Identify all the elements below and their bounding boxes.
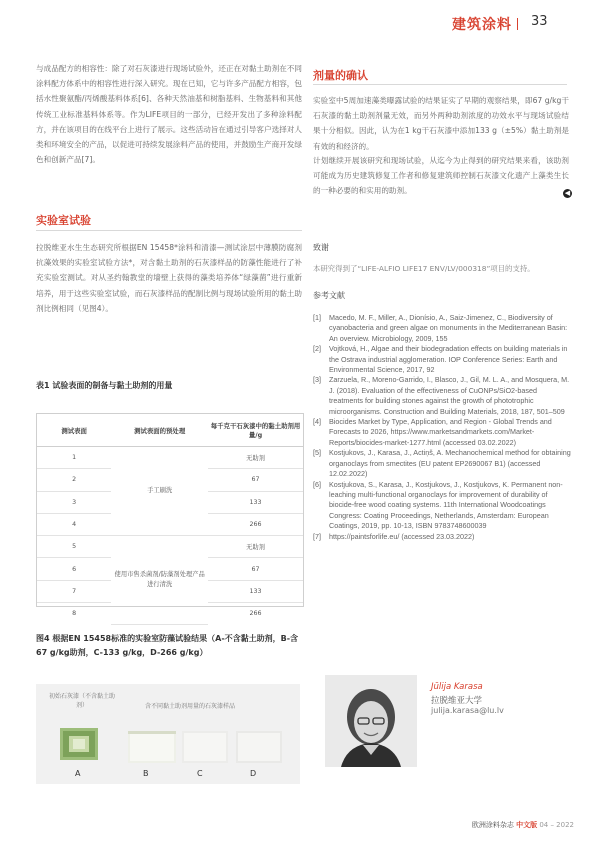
- reference-number: [6]: [313, 479, 321, 489]
- table-cell-dose: 67: [208, 558, 303, 580]
- reference-item: [313, 448, 571, 479]
- intro-paragraph: 与成品配方的相容性：除了对石灰漆进行现场试验外，还正在对黏土助剂在不同涂料配方体系中的相容性进行深入研究。现在已知，它与许多产品配方相容，包括水性聚氨酯/丙烯酸基料体系[6]、各种天然油基和树脂基料、生物基料和其他传统工业标准基料体系等。作为LIFE项目的一部分，已经开发出了多种涂料配方，并在该项目的在线平台上进行了展示。这些活动旨在通过引导客户选择对人类和环境安全的产品，以促进可持续发展涂料产品的使用，并鼓励生产商开发绿色和创新产品[7]。: [36, 64, 302, 165]
- sample-label-c: C: [197, 769, 203, 778]
- table-cell-dose: 67: [208, 469, 303, 491]
- table-cell-dose: 266: [249, 610, 262, 618]
- reference-text: Kostjukovs, J., Karasa, J., Actiņš, A. Mechanochemical method for obtaining organoclays from smectites (EU patent EP2690067 B1) (accessed 12.02.2022): [329, 448, 571, 479]
- table-title: 表1 试验表面的制备与黏土助剂的用量: [36, 381, 173, 390]
- table-row: [37, 536, 303, 558]
- table-cell-surface: 1: [37, 447, 111, 469]
- reference-item: [313, 532, 571, 542]
- table-header-dose: 每千克干石灰漆中的黏土助剂用量/g: [208, 414, 303, 447]
- table-cell-pretreatment: 使用市售杀菌剂/防藻剂处理产品进行清洗: [111, 536, 208, 625]
- author-name: Jūlija Karasa: [431, 682, 483, 692]
- table-cell-pretreatment: 手工刷洗: [111, 447, 208, 536]
- table-cell-surface: 2: [37, 469, 111, 491]
- table-cell-dose: 无助剂: [208, 536, 303, 558]
- section-divider: [313, 84, 567, 85]
- reference-text: Vojtková, H., Algae and their biodegradation effects on building materials in the Ostrava industrial agglomeration. IOP Conference Series: Earth and Environmental Science, 2017, 92: [329, 344, 568, 375]
- table-cell-surface: 4: [37, 513, 111, 535]
- sample-label-b: B: [143, 769, 149, 778]
- table-cell-dose: 无助剂: [208, 447, 303, 469]
- table-header-surface: 测试表面: [37, 414, 111, 447]
- author-affiliation: 拉脱维亚大学: [431, 696, 483, 706]
- sample-label-a: A: [75, 769, 81, 778]
- sample-a-image: [60, 728, 98, 760]
- acknowledgement-heading: 致谢: [313, 243, 329, 252]
- reference-text: Kostjukova, S., Karasa, J., Kostjukovs, J., Kostjukovs, K. Permanent non-leaching multi-functional organoclays for improvement of durability of biocide-free wood coating systems. 11th International Woodcoatings Congress: Coating Proceedings, Netherlands, Amsterdam: European Coatings, 2019, pp. 10-13, ISBN 9783748600039: [329, 479, 563, 531]
- page-number: 33: [531, 14, 548, 29]
- table-header-pretreatment: 测试表面的预处理: [111, 414, 208, 447]
- figure-caption: 图4 根据EN 15458标准的实验室防藻试验结果（A-不含黏土助剂，B-含67 g/kg助剂，C-133 g/kg，D-266 g/kg）: [36, 634, 299, 657]
- reference-number: [5]: [313, 448, 321, 458]
- reference-text: Zarzuela, R., Moreno-Garrido, I., Blasco, J., Gil, M. L. A., and Mosquera, M. J. (2018). Evaluation of the effectiveness of CuONPs/SiO2-based treatments for building stones against the growth of phototrophic microorganisms. Construction and Building Materials, 2018, 187, 501–509: [329, 375, 570, 416]
- acknowledgement-text: 本研究得到了“LIFE-ALFIO LIFE17 ENV/LV/000318”项目的支持。: [313, 264, 535, 273]
- footer: [472, 820, 574, 830]
- lab-section-title: 实验室试验: [36, 214, 91, 227]
- reference-number: [2]: [313, 344, 321, 354]
- sample-label-d: D: [250, 769, 257, 778]
- reference-number: [7]: [313, 531, 321, 541]
- table-cell-surface: 6: [37, 558, 111, 580]
- figure-initial-label: 初始石灰漆（不含黏土助剂）: [48, 693, 115, 709]
- sample-b-image: [128, 731, 176, 763]
- reference-text: Biocides Market by Type, Application, and Region - Global Trends and Forecasts to 2026, https://www.marketsandmarkets.com/Market-Reports/biocides-market-1277.html (accessed 03.02.2022): [329, 417, 552, 447]
- dose-paragraph-2: 计划继续开展该研究和现场试验，从迄今为止得到的研究结果来看，该助剂可能成为历史建筑修复工作者和修复建筑师控制石灰漆文化遗产上藻类生长的一种必要的和实用的助剂。: [313, 156, 569, 196]
- author-email-link[interactable]: julija.karasa@lu.lv: [431, 706, 504, 715]
- figure-samples-label: 含不同黏土助剂用量的石灰漆样品: [145, 703, 236, 710]
- reference-item: [313, 417, 571, 448]
- table-cell-dose: 266: [208, 513, 303, 535]
- article-end-icon: ◀: [564, 189, 571, 197]
- reference-item: [313, 375, 571, 417]
- footer-magazine: 欧洲涂料杂志: [471, 821, 514, 829]
- reference-item: [313, 344, 571, 375]
- dose-section-title: 剂量的确认: [313, 69, 368, 82]
- table-cell-surface: 3: [37, 491, 111, 513]
- header-section-title: 建筑涂料: [452, 17, 512, 33]
- table-row: [37, 447, 303, 469]
- table-cell-surface: 7: [37, 580, 111, 602]
- table-cell-surface: 8: [72, 610, 77, 618]
- sample-c-image: [182, 731, 228, 763]
- dosage-table: [36, 413, 304, 618]
- header-divider: [517, 18, 518, 30]
- dose-paragraph-1: 实验室中5周加速藻类曝露试验的结果证实了早期的观察结果，即67 g/kg干石灰漆的黏土助剂剂量无效，而另外两种助剂浓度的功效水平与现场试验结果十分相似。因此，认为在1 kg干石灰漆中添加133 g（±5%）黏土助剂是有效的和经济的。: [313, 96, 569, 151]
- reference-text: https://paintsforlife.eu/ (accessed 23.03.2022): [329, 531, 475, 541]
- table-cell-dose: 133: [208, 580, 303, 602]
- reference-list: [313, 313, 571, 542]
- reference-text: Macedo, M. F., Miller, A., Dionísio, A., Saiz-Jimenez, C., Biodiversity of cyanobacteria and green algae on monuments in the Mediterranean Basin: An overview. Microbiology, 2009, 155: [329, 313, 568, 343]
- table-cell-surface: 5: [37, 536, 111, 558]
- reference-number: [4]: [313, 417, 321, 427]
- section-divider: [36, 230, 302, 231]
- table-cell-dose: 133: [208, 491, 303, 513]
- reference-item: [313, 313, 571, 344]
- references-heading: 参考文献: [313, 291, 345, 300]
- lab-paragraph: 拉脱维亚水生生态研究所根据EN 15458*涂料和清漆—测试涂层中薄膜防腐剂抗藻效果的实验室试验方法*，对含黏土助剂的石灰漆样品的防藻性能进行了补充实验室测试。对从圣约翰教堂的墙壁上获得的藻类培养体“绿藻菌”进行重新培养，用于这些实验室试验，而石灰漆样品的配制比例与现场试验所用的黏土助剂比例相同（见图4）。: [36, 243, 302, 313]
- reference-item: [313, 480, 571, 532]
- table-header-row: [37, 414, 303, 447]
- footer-edition: 中文版: [516, 821, 538, 829]
- reference-number: [3]: [313, 375, 321, 385]
- sample-d-image: [236, 731, 282, 763]
- reference-number: [1]: [313, 313, 321, 322]
- author-photo: [325, 675, 417, 767]
- footer-issue: 04 – 2022: [539, 821, 574, 829]
